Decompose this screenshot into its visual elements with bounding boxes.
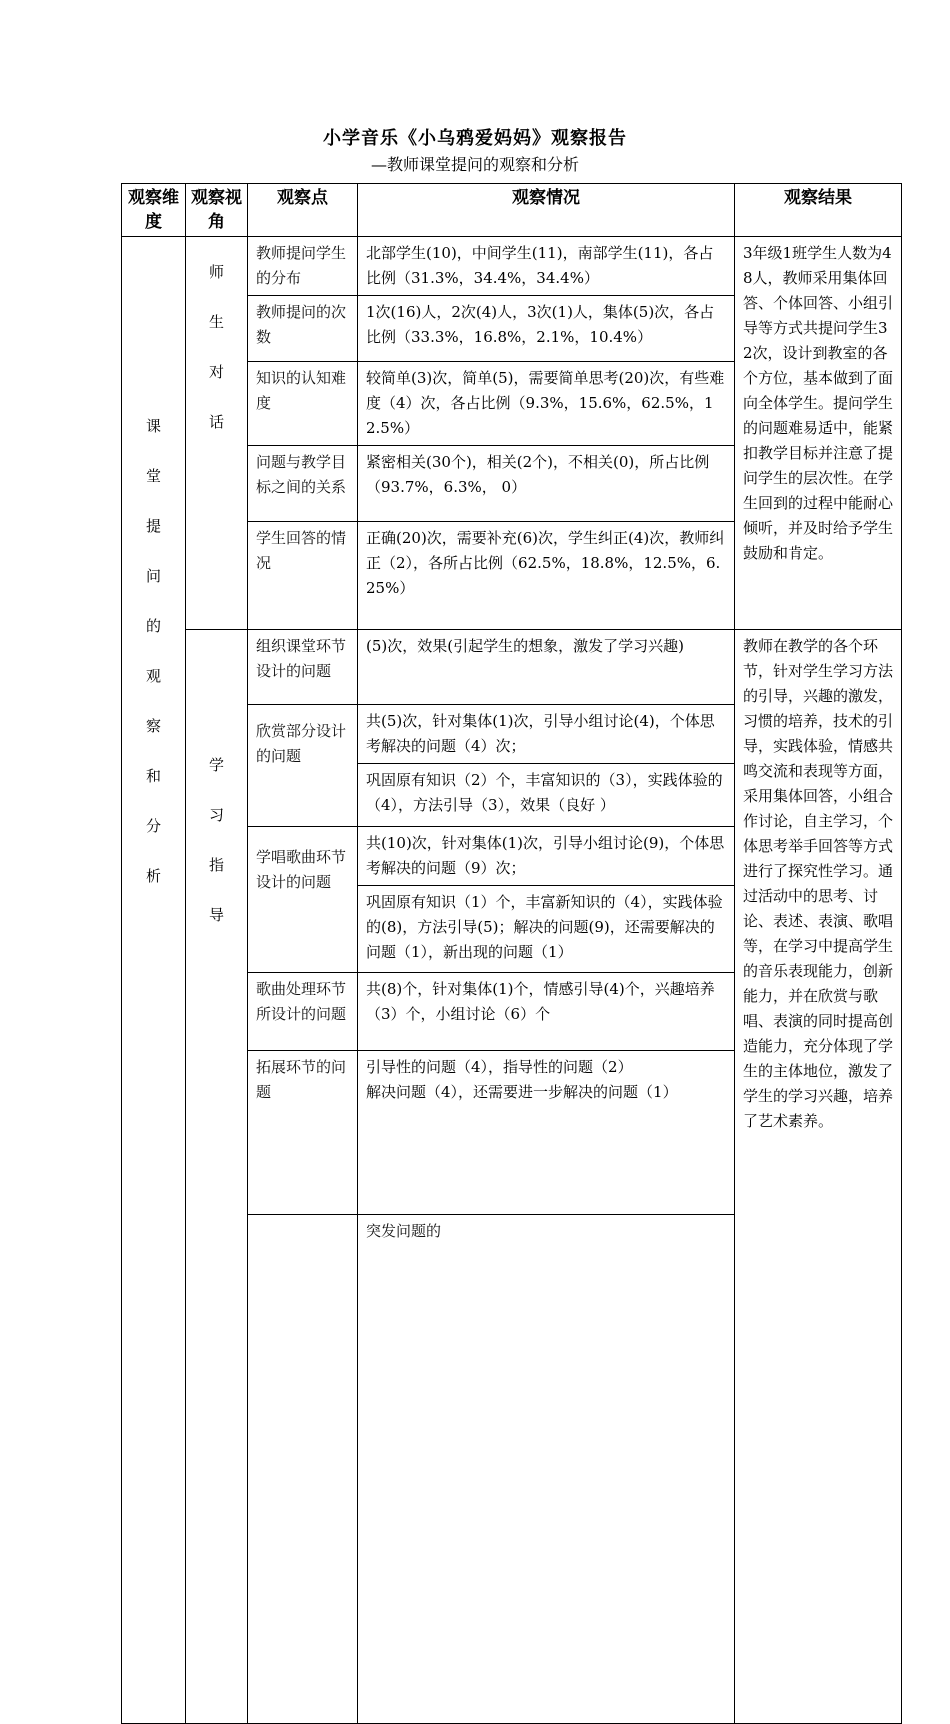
observation-point: 教师提问学生的分布 [248,237,358,296]
perspective-char: 师 [208,263,224,281]
observation-situation: 巩固原有知识（1）个，丰富新知识的（4），实践体验的(8)，方法引导(5)；解决的问题(9)，还需要解决的问题（1），新出现的问题（1） [358,886,735,973]
observation-point: 突发问题的 [358,1215,735,1724]
header-situation: 观察情况 [358,184,735,237]
observation-situation: 1次(16)人，2次(4)人，3次(1)人，集体(5)次，各占比例（33.3%，16.8%，2.1%，10.4%） [358,296,735,362]
observation-situation: 正确(20)次，需要补充(6)次，学生纠正(4)次，教师纠正（2），各所占比例（62.5%，18.8%，12.5%，6.25%） [358,522,735,630]
observation-situation: 紧密相关(30个)，相关(2个)，不相关(0)，所占比例（93.7%，6.3%， 0） [358,446,735,522]
header-dimension: 观察维度 [122,184,186,237]
observation-situation [358,1051,735,1215]
page-subtitle: —教师课堂提问的观察和分析 [370,155,579,174]
observation-point: 教师提问的次数 [248,296,358,362]
table-row [122,237,902,296]
header-result: 观察结果 [735,184,902,237]
table-row [122,630,902,705]
perspective-learning-guidance [186,630,248,1724]
observation-table [121,183,902,1724]
observation-point: 学唱歌曲环节设计的问题 [248,827,358,973]
dimension-char: 分 [145,817,161,835]
observation-result: 3年级1班学生人数为48人，教师采用集体回答、个体回答、小组引导等方式共提问学生32次，设计到教室的各个方位，基本做到了面向全体学生。提问学生的问题难易适中，能紧扣教学目标并注意了提问学生的层次性。在学生回到的过程中能耐心倾听，并及时给予学生鼓励和肯定。 [735,237,902,630]
dimension-cell [122,237,186,1724]
observation-point: 歌曲处理环节所设计的问题 [248,973,358,1051]
perspective-empty [248,1215,358,1724]
dimension-char: 课 [145,417,161,435]
dimension-char: 和 [145,767,161,785]
header-point: 观察点 [248,184,358,237]
observation-point: 知识的认知难度 [248,362,358,446]
observation-point: 问题与教学目标之间的关系 [248,446,358,522]
observation-situation: 巩固原有知识（2）个，丰富知识的（3），实践体验的（4），方法引导（3），效果（良好 ） [358,764,735,827]
perspective-char: 话 [208,413,224,431]
perspective-char: 对 [208,363,224,381]
observation-situation: 共(8)个，针对集体(1)个，情感引导(4)个，兴趣培养（3）个，小组讨论（6）个 [358,973,735,1051]
observation-situation: 共(10)次，针对集体(1)次，引导小组讨论(9)，个体思考解决的问题（9）次； [358,827,735,886]
perspective-char: 习 [208,806,224,824]
observation-point: 拓展环节的问题 [248,1051,358,1215]
dimension-char: 观 [145,667,161,685]
observation-point: 组织课堂环节设计的问题 [248,630,358,705]
dimension-char: 堂 [145,467,161,485]
observation-situation: (5)次，效果(引起学生的想象，激发了学习兴趣) [358,630,735,705]
observation-point: 欣赏部分设计的问题 [248,705,358,827]
observation-result: 教师在教学的各个环节，针对学生学习方法的引导，兴趣的激发，习惯的培养，技术的引导，实践体验，情感共鸣交流和表现等方面，采用集体回答，小组合作讨论，自主学习，个体思考举手回答等方式进行了探究性学习。通过活动中的思考、讨论、表述、表演、歌唱等，在学习中提高学生的音乐表现能力，创新能力，并在欣赏与歌唱、表演的同时提高创造能力，充分体现了学生的主体地位，激发了学生的学习兴趣，培养了艺术素养。 [735,630,902,1724]
perspective-teacher-student [186,237,248,630]
dimension-char: 析 [145,867,161,885]
perspective-char: 学 [208,756,224,774]
observation-point: 学生回答的情况 [248,522,358,630]
situation-line: 引导性的问题（4），指导性的问题（2） [366,1058,633,1076]
header-perspective: 观察视角 [186,184,248,237]
observation-situation: 共(5)次，针对集体(1)次，引导小组讨论(4)，个体思考解决的问题（4）次； [358,705,735,764]
dimension-char: 问 [145,567,161,585]
situation-line: 解决问题（4），还需要进一步解决的问题（1） [366,1083,678,1101]
perspective-char: 导 [208,906,224,924]
dimension-char: 的 [145,617,161,635]
dimension-char: 察 [145,717,161,735]
perspective-char: 指 [208,856,224,874]
table-header-row [122,184,902,237]
page-title: 小学音乐《小乌鸦爱妈妈》观察报告 [323,128,627,149]
observation-situation: 较简单(3)次，简单(5)，需要简单思考(20)次，有些难度（4）次，各占比例（9.3%，15.6%，62.5%，12.5%） [358,362,735,446]
dimension-char: 提 [145,517,161,535]
perspective-char: 生 [208,313,224,331]
observation-situation: 北部学生(10)，中间学生(11)，南部学生(11)，各占比例（31.3%，34.4%，34.4%） [358,237,735,296]
